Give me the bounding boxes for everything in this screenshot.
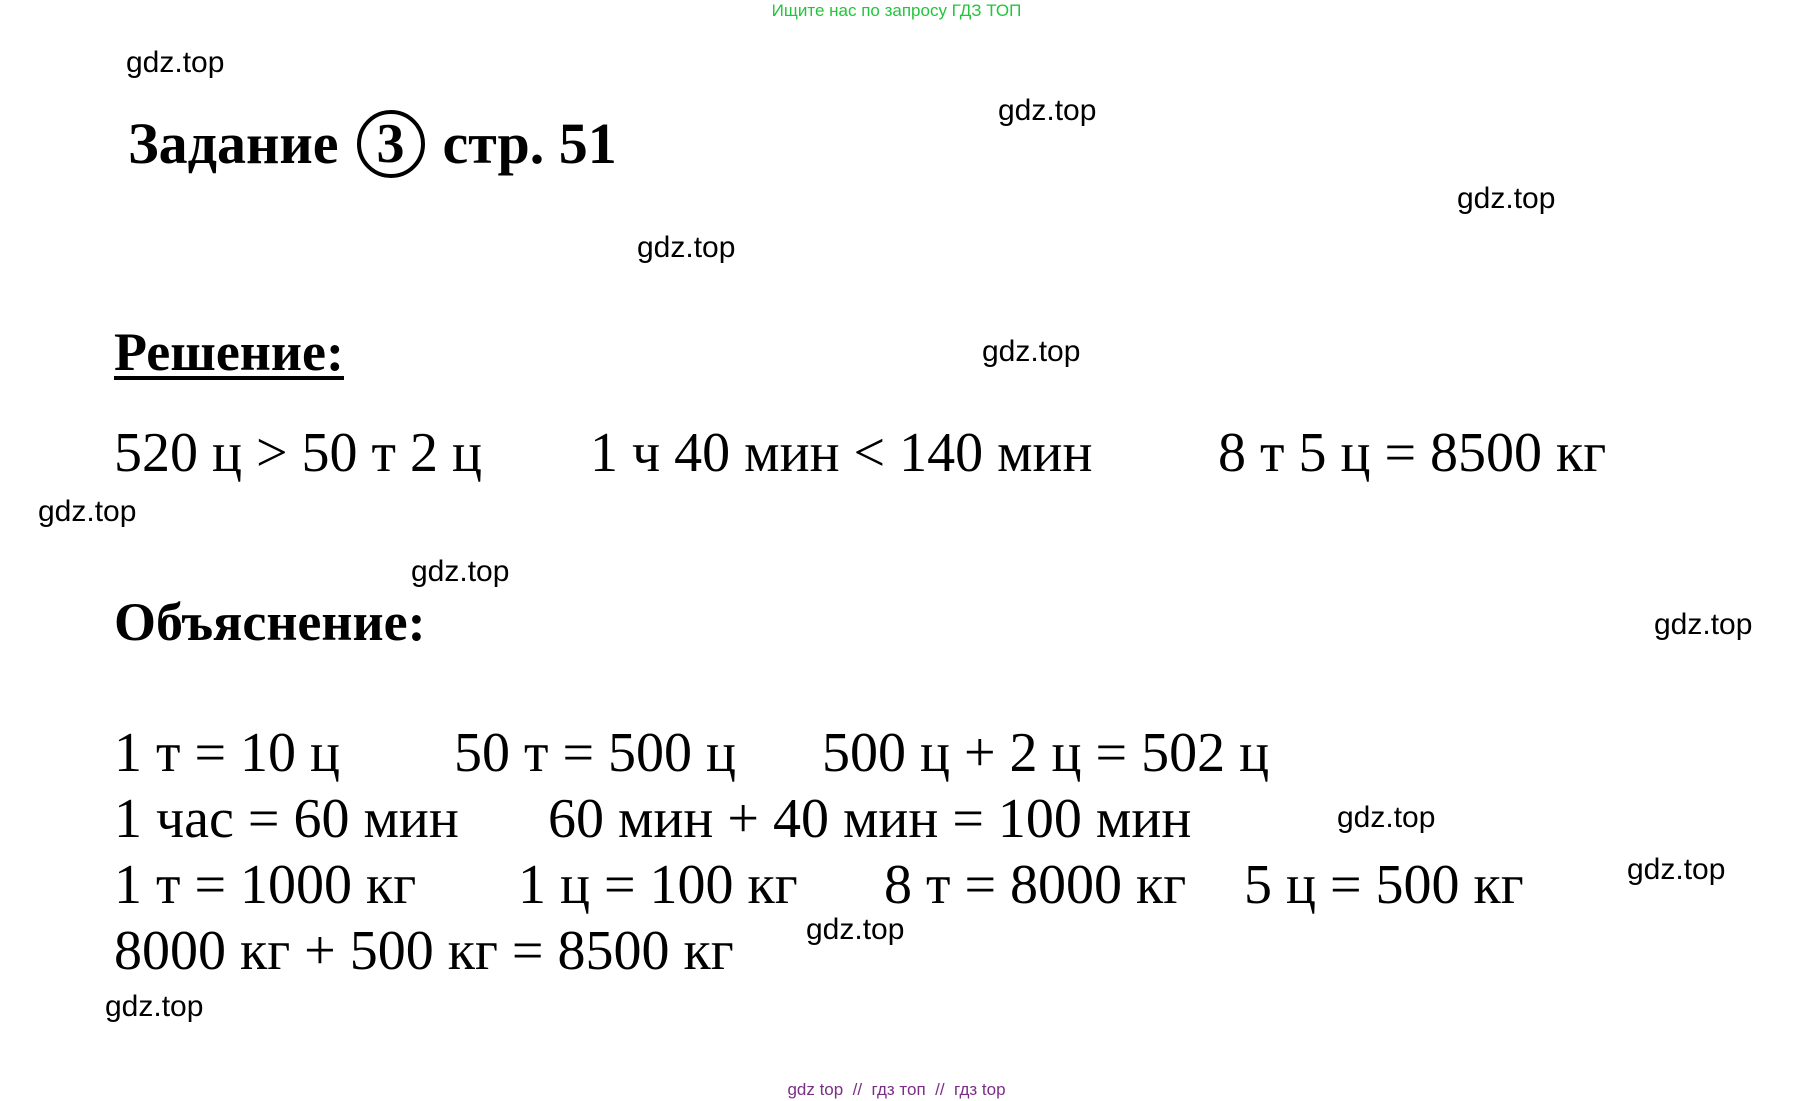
watermark: gdz.top xyxy=(411,555,510,588)
watermark: gdz.top xyxy=(1654,608,1753,641)
equation: 50 т = 500 ц xyxy=(454,722,737,784)
answer-3: 8 т 5 ц = 8500 кг xyxy=(1218,422,1607,484)
watermark: gdz.top xyxy=(806,913,905,946)
watermark: gdz.top xyxy=(38,495,137,528)
explanation-line-4 xyxy=(114,918,1714,984)
explanation-heading: Объяснение: xyxy=(114,592,426,652)
title-prefix: Задание xyxy=(128,111,339,176)
answer-1: 520 ц > 50 т 2 ц xyxy=(114,422,482,484)
equation: 500 ц + 2 ц = 502 ц xyxy=(822,722,1270,784)
watermark: gdz.top xyxy=(1457,182,1556,215)
title-suffix: стр. 51 xyxy=(442,111,617,176)
solution-heading: Решение: xyxy=(114,322,344,382)
watermark: gdz.top xyxy=(1627,853,1726,886)
bottom-banner: gdz top // гдз топ // гдз top xyxy=(787,1080,1006,1099)
equation: 1 т = 10 ц xyxy=(114,722,341,784)
answer-2: 1 ч 40 мин < 140 мин xyxy=(590,422,1093,484)
equation: 1 т = 1000 кг xyxy=(114,854,417,916)
explanation-line-3 xyxy=(114,852,1714,918)
explanation-line-2 xyxy=(114,786,1714,852)
equation: 1 ц = 100 кг xyxy=(518,854,798,916)
equation: 5 ц = 500 кг xyxy=(1244,854,1524,916)
page-title xyxy=(128,104,617,184)
equation: 1 час = 60 мин xyxy=(114,788,459,850)
equation: 8000 кг + 500 кг = 8500 кг xyxy=(114,920,734,982)
watermark: gdz.top xyxy=(105,990,204,1023)
equation: 60 мин + 40 мин = 100 мин xyxy=(548,788,1192,850)
top-banner: Ищите нас по запросу ГДЗ ТОП xyxy=(771,1,1022,20)
watermark: gdz.top xyxy=(998,94,1097,127)
task-number-badge: 3 xyxy=(357,110,425,178)
watermark: gdz.top xyxy=(1337,801,1436,834)
watermark: gdz.top xyxy=(637,231,736,264)
watermark: gdz.top xyxy=(982,335,1081,368)
watermark: gdz.top xyxy=(126,46,225,79)
equation: 8 т = 8000 кг xyxy=(884,854,1187,916)
explanation-line-1 xyxy=(114,720,1714,786)
